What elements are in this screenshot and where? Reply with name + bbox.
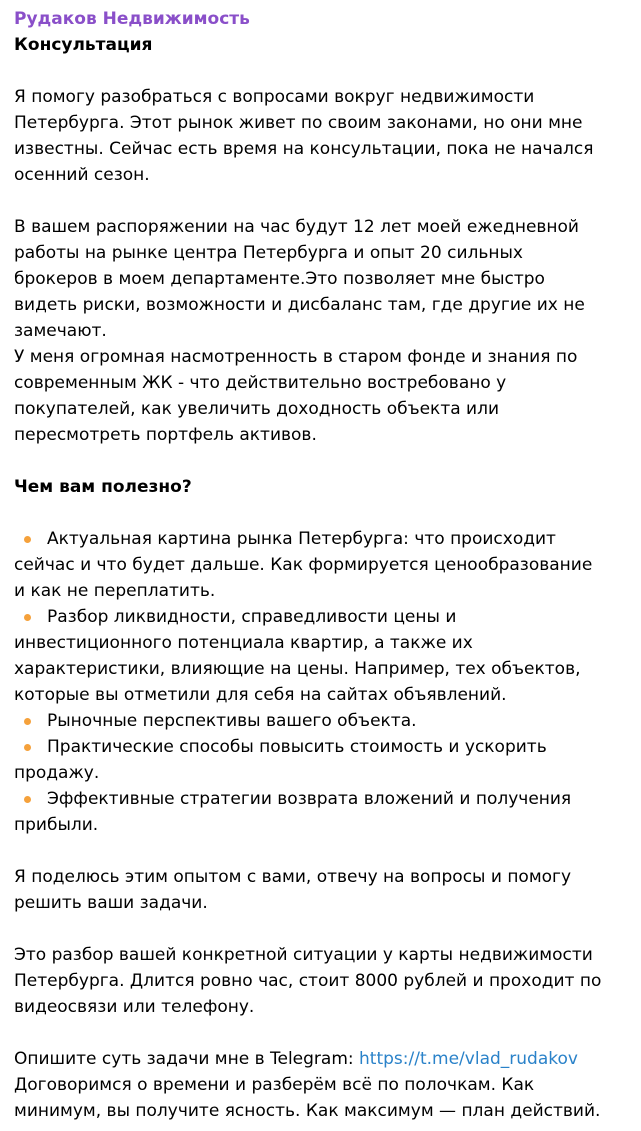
paragraph-gap [14,916,631,942]
experience-line: брокеров в моем департаменте.Это позволяет мне быстро [14,269,545,289]
experience-line: видеть риски, возможности и дисбаланс там, где другие их не [14,295,585,315]
list-item-text: Разбор ликвидности, справедливости цены и [47,607,457,627]
list-item-text: инвестиционного потенциала квартир, а также их [14,633,473,653]
closing-line: Договоримся о времени и разберём всё по полочкам. Как [14,1075,535,1095]
sender-name[interactable]: Рудаков Недвижимость [14,9,250,29]
list-item [14,734,631,786]
benefits-heading: Чем вам полезно? [14,477,192,497]
list-item-first-line [14,604,631,630]
list-item-text: Рыночные перспективы вашего объекта. [47,711,417,731]
message-title: Консультация [14,35,153,55]
paragraph-gap [14,58,631,84]
list-item-text: Актуальная картина рынка Петербурга: что происходит [47,529,556,549]
cta-text: Опишите суть задачи мне в Telegram: [14,1049,360,1069]
list-item [14,604,631,708]
list-item-text: Практические способы повысить стоимость и ускорить [47,737,547,757]
list-item [14,708,631,734]
experience-line: пересмотреть портфель активов. [14,425,317,445]
bullet-icon [24,718,31,725]
list-item [14,786,631,838]
share-paragraph [14,864,631,916]
share-line: решить ваши задачи. [14,893,208,913]
benefits-list [14,526,631,838]
paragraph-gap [14,838,631,864]
list-item-text: прибыли. [14,815,99,835]
experience-line: В вашем распоряжении на час будут 12 лет моей ежедневной [14,217,579,237]
cta-line [14,1046,631,1072]
experience-line: покупателей, как увеличить доходность объекта или [14,399,500,419]
telegram-link[interactable]: https://t.me/vlad_rudakov [359,1049,578,1069]
list-item-first-line [14,708,631,734]
experience-paragraph [14,214,631,448]
bullet-icon [24,536,31,543]
list-item-text: Эффективные стратегии возврата вложений и получения [47,789,572,809]
experience-line: работы на рынке центра Петербурга и опыт 20 сильных [14,243,523,263]
list-item-text: сейчас и что будет дальше. Как формируется ценообразование [14,555,593,575]
paragraph-gap [14,1020,631,1046]
list-item-text: характеристики, влияющие на цены. Например, тех объектов, [14,659,581,679]
list-item-first-line [14,526,631,552]
closing-line: минимум, вы получите ясность. Как максимум — план действий. [14,1101,601,1121]
format-paragraph [14,942,631,1020]
paragraph-gap [14,448,631,474]
cta-paragraph [14,1046,631,1124]
bullet-icon [24,744,31,751]
list-item-text: и как не переплатить. [14,581,216,601]
share-line: Я поделюсь этим опытом с вами, отвечу на вопросы и помогу [14,867,572,887]
list-item-first-line [14,786,631,812]
paragraph-gap [14,500,631,526]
format-line: Это разбор вашей конкретной ситуации у карты недвижимости [14,945,593,965]
list-item [14,526,631,604]
intro-paragraph [14,84,631,188]
list-item-first-line [14,734,631,760]
intro-line: Петербурга. Этот рынок живет по своим законами, но они мне [14,113,583,133]
experience-line: современным ЖК - что действительно востребовано у [14,373,507,393]
experience-line: замечают. [14,321,107,341]
bullet-icon [24,796,31,803]
list-item-text: которые вы отметили для себя на сайтах объявлений. [14,685,507,705]
experience-line: У меня огромная насмотренность в старом фонде и знания по [14,347,578,367]
intro-line: осенний сезон. [14,165,150,185]
bullet-icon [24,614,31,621]
list-item-text: продажу. [14,763,100,783]
format-line: видеосвязи или телефону. [14,997,255,1017]
format-line: Петербурга. Длится ровно час, стоит 8000 рублей и проходит по [14,971,602,991]
intro-line: Я помогу разобраться с вопросами вокруг недвижимости [14,87,535,107]
paragraph-gap [14,188,631,214]
intro-line: известны. Сейчас есть время на консультации, пока не начался [14,139,594,159]
